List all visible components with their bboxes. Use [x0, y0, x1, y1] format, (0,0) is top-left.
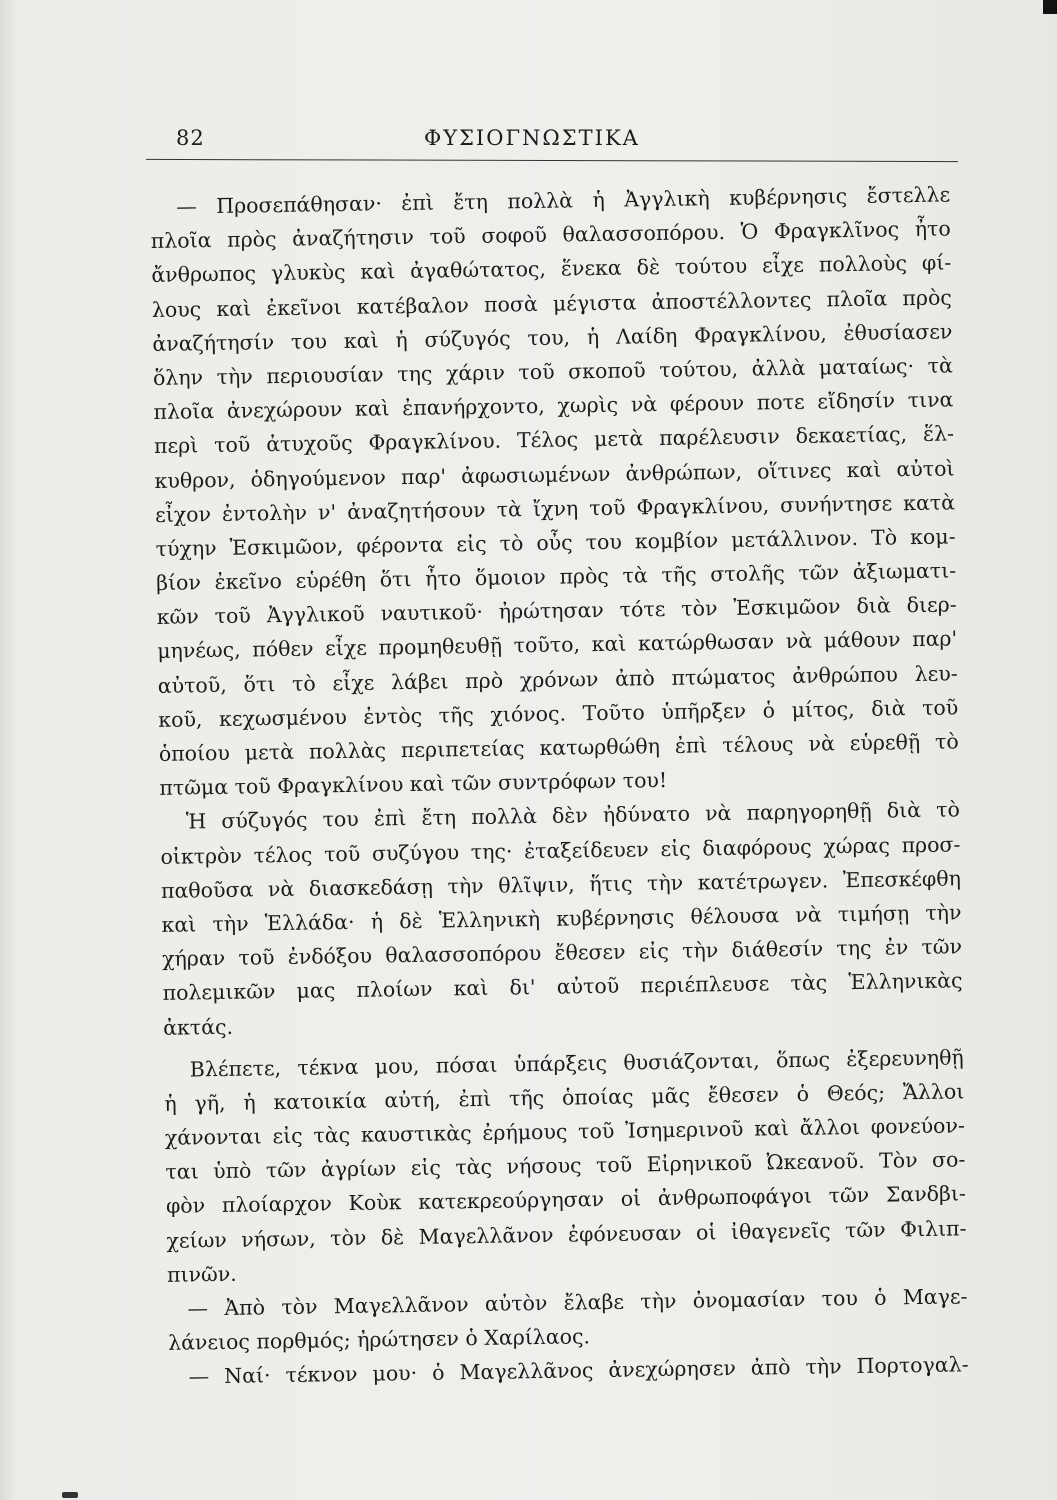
text-line: ται ὑπὸ τῶν ἀγρίων εἰς τὰς νήσους τοῦ Εἰρηνικοῦ Ὠκεανοῦ. Τὸν σο-	[165, 1147, 966, 1185]
page-number: 82	[176, 126, 205, 150]
text-line: μηνέως, πόθεν εἶχε προμηθευθῇ τοῦτο, καὶ κατώρθωσαν νὰ μάθουν παρ'	[157, 626, 958, 664]
text-line: ἀναζήτησίν του καὶ ἡ σύζυγός του, ἡ Λαίδη Φραγκλίνου, ἐθυσίασεν	[152, 319, 953, 356]
text-line: εἶχον ἐντολὴν ν' ἀναζητήσουν τὰ ἴχνη τοῦ Φραγκλίνου, συνήντησε κατὰ	[154, 490, 956, 527]
text-line: χείων νήσων, τὸν δὲ Μαγελλᾶνον ἐφόνευσαν οἱ ἰθαγενεῖς τῶν Φιλιπ-	[166, 1215, 967, 1253]
paragraph	[167, 1279, 968, 1360]
text-line: πινῶν.	[166, 1261, 237, 1287]
text-line: αὐτοῦ, ὅτι τὸ εἶχε λάβει πρὸ χρόνων ἀπὸ πτώματος ἀνθρώπου λευ-	[157, 660, 958, 698]
text-line: κοῦ, κεχωσμένου ἐντὸς τῆς χιόνος. Τοῦτο ὑπῆρξεν ὁ μίτος, διὰ τοῦ	[158, 695, 959, 732]
running-head: ΦΥΣΙΟΓΝΩΣΤΙΚΑ	[424, 126, 640, 150]
text-line: — Προσεπάθησαν· ἐπὶ ἔτη πολλὰ ἡ Ἀγγλικὴ κυβέρνησις ἔστελλε	[176, 182, 951, 219]
text-line: λους καὶ ἐκεῖνοι κατέβαλον ποσὰ μέγιστα ἀποστέλλοντες πλοῖα πρὸς	[151, 284, 952, 322]
text-line: κυθρον, ὁδηγούμενον παρ' ἀφωσιωμένων ἀνθρώπων, οἵτινες καὶ αὐτοὶ	[154, 455, 955, 493]
text-line: φὸν πλοίαρχον Κοὺκ κατεκρεούργησαν οἱ ἀνθρωποφάγοι τῶν Σανδβι-	[165, 1181, 967, 1219]
text-line: πτῶμα τοῦ Φραγκλίνου καὶ τῶν συντρόφων του!	[159, 768, 668, 801]
text-line: περὶ τοῦ ἀτυχοῦς Φραγκλίνου. Τέλος μετὰ παρέλευσιν δεκαετίας, ἕλ-	[153, 421, 955, 459]
text-line: βίον ἐκεῖνο εὑρέθη ὅτι ἦτο ὅμοιον πρὸς τὰ τῆς στολῆς τῶν ἀξιωματι-	[155, 558, 957, 596]
page-header	[176, 124, 956, 160]
paragraph	[160, 793, 964, 1045]
paragraph	[150, 177, 960, 805]
paragraph	[164, 1040, 968, 1292]
text-line: ἄνθρωπος γλυκὺς καὶ ἀγαθώτατος, ἕνεκα δὲ τούτου εἶχε πολλοὺς φί-	[151, 250, 952, 288]
text-line: Βλέπετε, τέκνα μου, πόσαι ὑπάρξεις θυσιάζονται, ὅπως ἐξερευνηθῇ	[189, 1045, 964, 1082]
text-line: χήραν τοῦ ἐνδόξου θαλασσοπόρου ἔθεσεν εἰς τὴν διάθεσίν της ἐν τῶν	[161, 934, 963, 972]
body-text	[150, 177, 969, 1394]
text-line: Ἡ σύζυγός του ἐπὶ ἔτη πολλὰ δὲν ἠδύνατο νὰ παρηγορηθῇ διὰ τὸ	[185, 797, 961, 834]
text-line: πολεμικῶν μας πλοίων καὶ δι' αὐτοῦ περιέπλευσε τὰς Ἑλληνικὰς	[162, 968, 963, 1006]
text-line: πλοῖα ἀνεχώρουν καὶ ἐπανήρχοντο, χωρὶς νὰ φέρουν ποτε εἴδησίν τινα	[153, 387, 954, 425]
text-line: καὶ τὴν Ἑλλάδα· ἡ δὲ Ἑλληνικὴ κυβέρνησις θέλουσα νὰ τιμήσῃ τὴν	[161, 900, 962, 937]
text-line: ὁποίου μετὰ πολλὰς περιπετείας κατωρθώθη ἐπὶ τέλους νὰ εὑρεθῇ τὸ	[158, 729, 959, 766]
text-line: πλοῖα πρὸς ἀναζήτησιν τοῦ σοφοῦ θαλασσοπόρου. Ὁ Φραγκλῖνος ἦτο	[150, 216, 951, 254]
text-line: κῶν τοῦ Ἀγγλικοῦ ναυτικοῦ· ἠρώτησαν τότε τὸν Ἐσκιμῶον διὰ διερ-	[156, 592, 957, 630]
scan-corner-mark	[1043, 0, 1057, 14]
scan-speck	[62, 1492, 78, 1498]
text-line: ἡ γῆ, ἡ κατοικία αὐτή, ἐπὶ τῆς ὁποίας μᾶς ἔθεσεν ὁ Θεός; Ἄλλοι	[164, 1079, 965, 1116]
text-line: οἰκτρὸν τέλος τοῦ συζύγου της· ἐταξείδευεν εἰς διαφόρους χώρας προσ-	[160, 831, 961, 869]
text-line: ἀκτάς.	[162, 1014, 234, 1040]
text-line: χάνονται εἰς τὰς καυστικὰς ἐρήμους τοῦ Ἰσημερινοῦ καὶ ἄλλοι φονεύον-	[164, 1113, 965, 1150]
text-line: λάνειος πορθμός; ἠρώτησεν ὁ Χαρίλαος.	[167, 1324, 591, 1356]
text-line: τύχην Ἐσκιμῶον, φέροντα εἰς τὸ οὖς του κομβίον μετάλλινον. Τὸ κομ-	[155, 524, 956, 561]
text-line: ὅλην τὴν περιουσίαν της χάριν τοῦ σκοποῦ τούτου, ἀλλὰ ματαίως· τὰ	[152, 353, 954, 390]
text-line: παθοῦσα νὰ διασκεδάσῃ τὴν θλῖψιν, ἥτις τὴν κατέτρωγεν. Ἐπεσκέφθη	[160, 866, 962, 903]
text-line: — Ναί· τέκνον μου· ὁ Μαγελλᾶνος ἀνεχώρησεν ἀπὸ τὴν Πορτογαλ-	[188, 1352, 969, 1389]
text-line: — Ἀπὸ τὸν Μαγελλᾶνον αὐτὸν ἔλαβε τὴν ὀνομασίαν του ὁ Μαγε-	[187, 1284, 968, 1321]
